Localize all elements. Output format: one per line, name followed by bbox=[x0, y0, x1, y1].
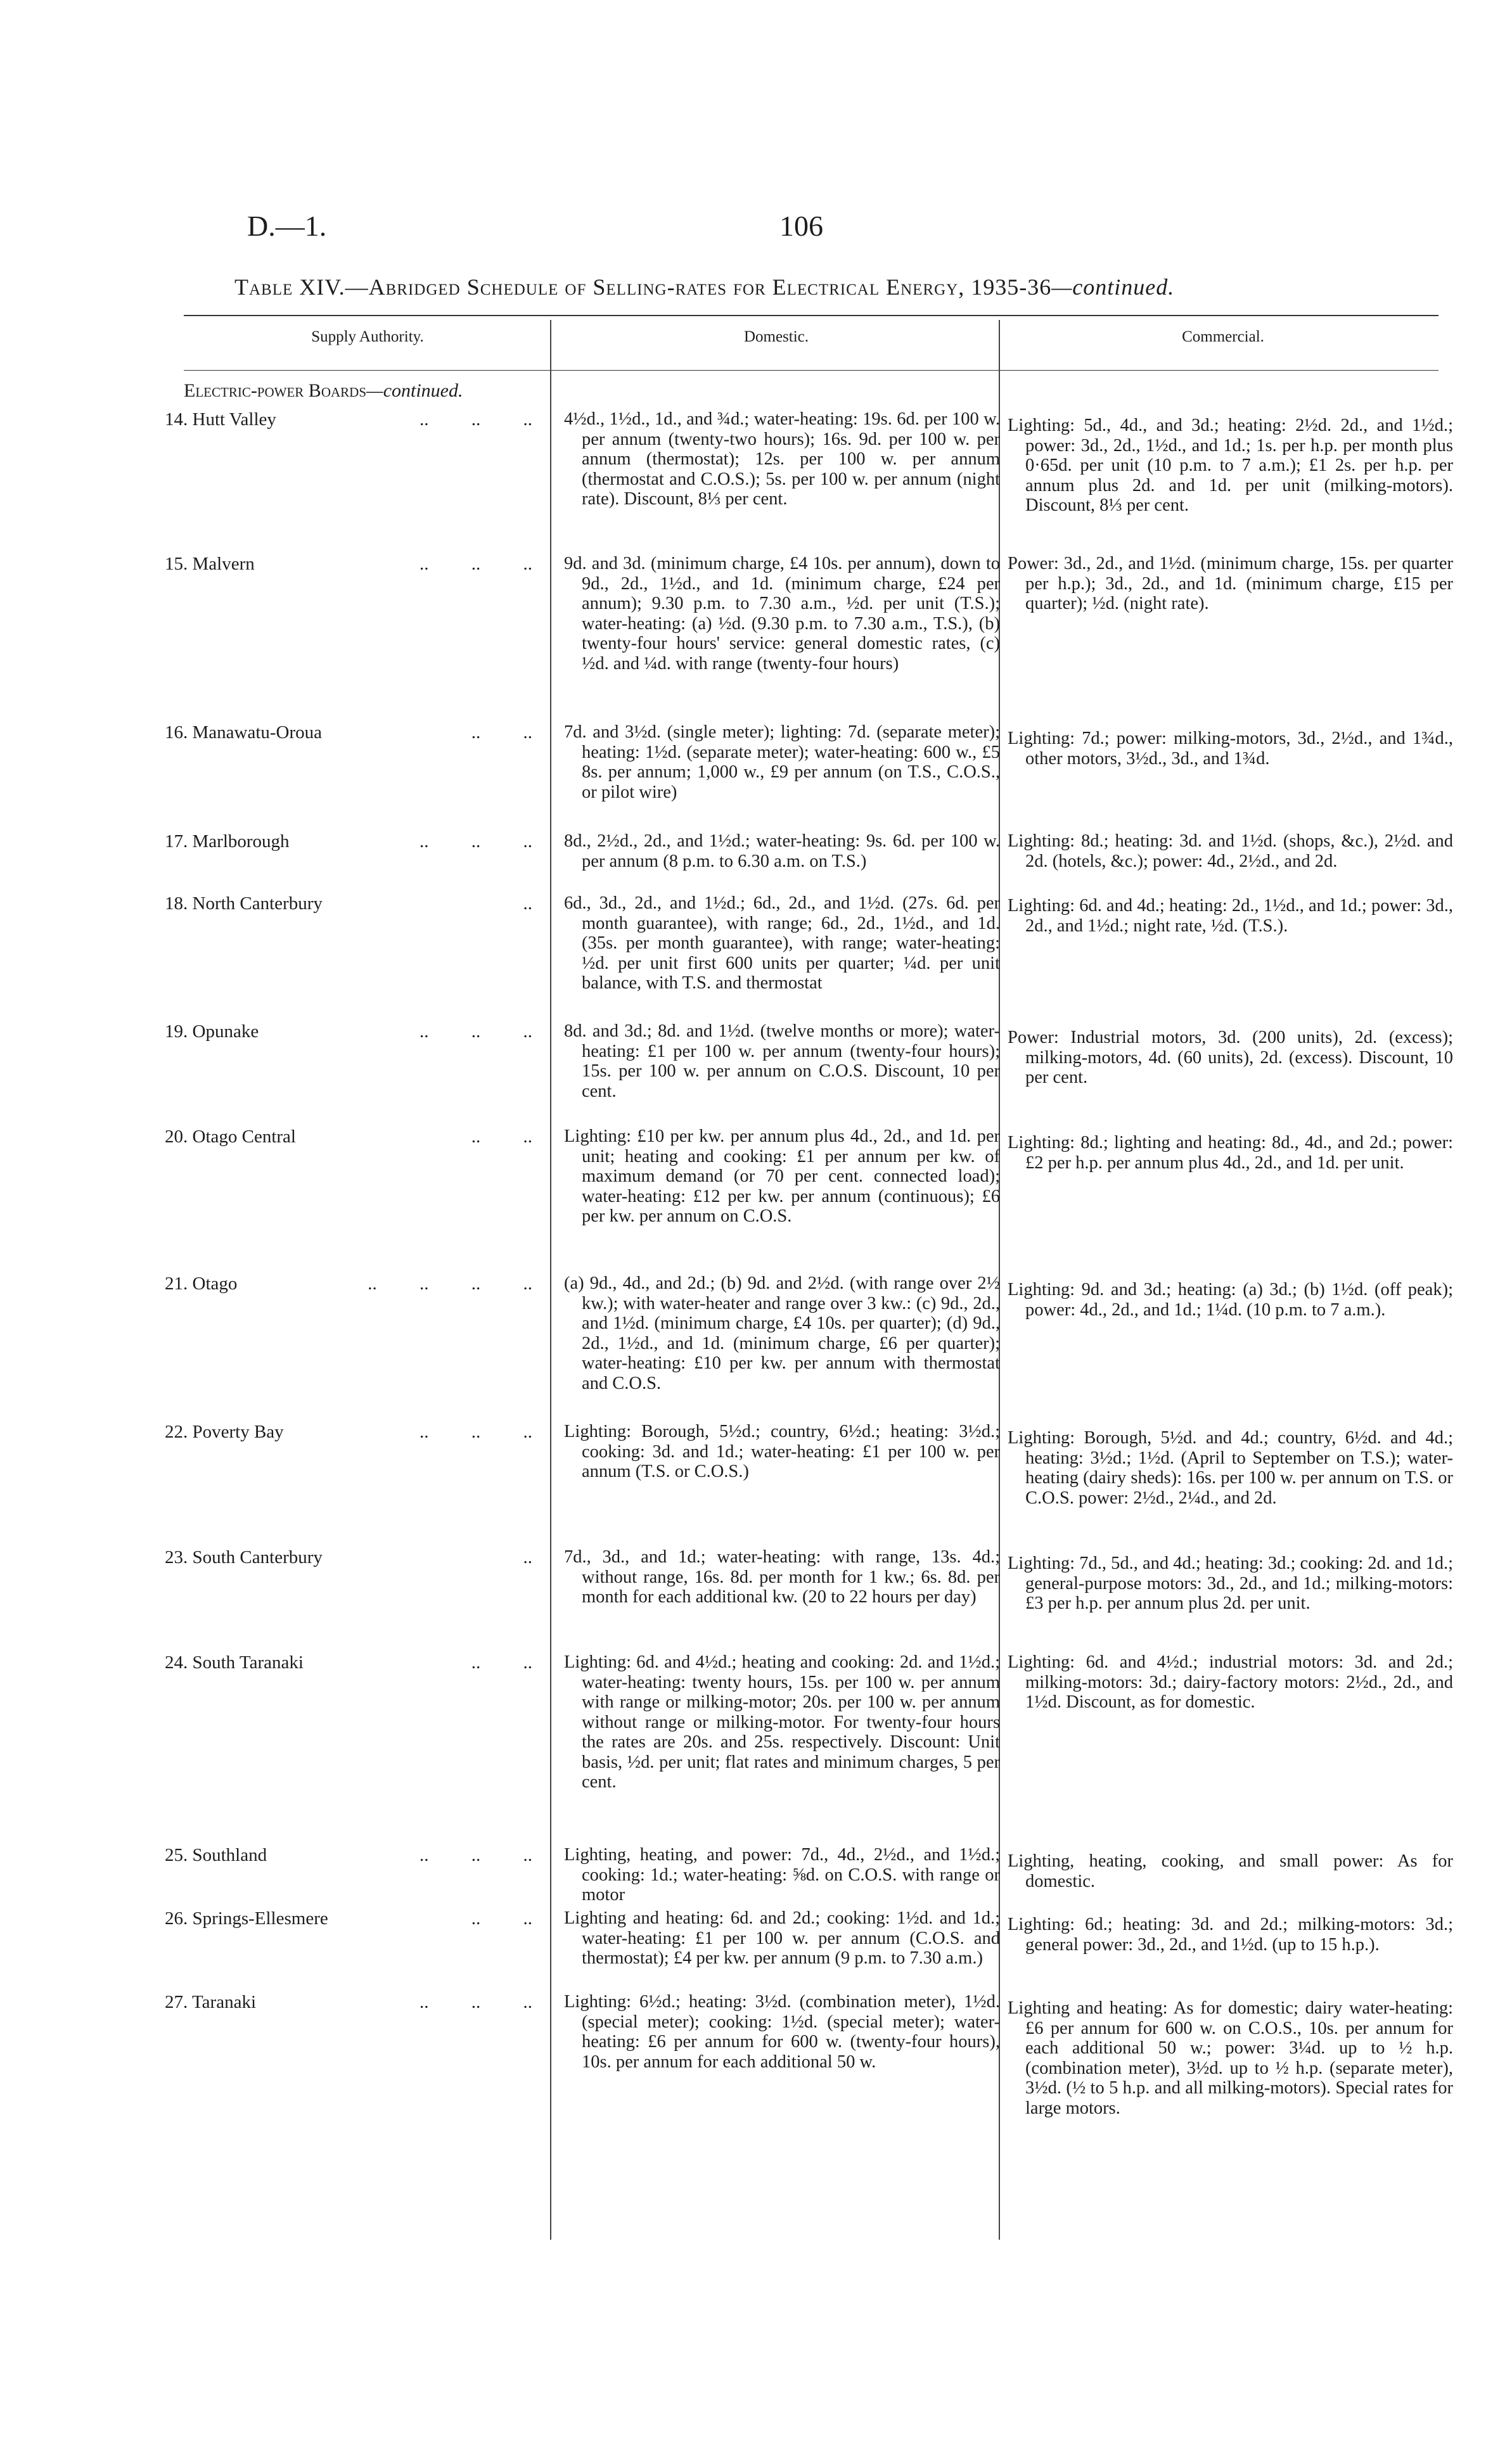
dot-leader: .. bbox=[523, 893, 532, 914]
supply-authority-name: 27. Taranaki bbox=[165, 1992, 261, 2012]
domestic-rate-cell: 7d., 3d., and 1d.; water-heating: with range, 13s. 4d.; without range, 16s. 8d. per month for 1 kw.; 6s. 8d. per month for each additional kw. (20 to 22 hours per day) bbox=[564, 1547, 1000, 1607]
dot-leader: .. .. bbox=[471, 1908, 532, 1929]
commercial-rate-cell: Power: 3d., 2d., and 1½d. (minimum charge, 15s. per quarter per h.p.); 3d., 2d., and 1d. (minimum charge, £15 per quarter); ½d. (night rate). bbox=[1008, 554, 1453, 613]
supply-authority-cell bbox=[165, 409, 532, 430]
supply-authority-name: 23. South Canterbury bbox=[165, 1547, 328, 1567]
supply-authority-name: 22. Poverty Bay bbox=[165, 1422, 289, 1442]
commercial-rate-cell: Lighting: 5d., 4d., and 3d.; heating: 2½d. 2d., and 1½d.; power: 3d., 2d., 1½d., and 1d.; 1s. per h.p. per month plus 0·65d. per unit (10 p.m. to 7 a.m.); £1 2s. per h.p. per annum plus 2d. and 1d. per unit (milking-motors). Discount, 8⅓ per cent. bbox=[1008, 416, 1453, 515]
table-title-prefix: Table XIV.— bbox=[234, 274, 369, 300]
supply-authority-cell bbox=[165, 893, 532, 914]
supply-authority-cell bbox=[165, 722, 532, 743]
dot-leader: .. .. .. .. bbox=[368, 1273, 532, 1294]
table-title bbox=[234, 274, 1375, 300]
dot-leader: .. .. .. bbox=[420, 409, 532, 430]
dot-leader: .. .. .. bbox=[420, 831, 532, 852]
domestic-rate-cell: 8d., 2½d., 2d., and 1½d.; water-heating: 9s. 6d. per 100 w. per annum (8 p.m. to 6.30 a.m. on T.S.) bbox=[564, 831, 1000, 871]
supply-authority-name: 15. Malvern bbox=[165, 554, 260, 574]
dot-leader: .. bbox=[523, 1547, 532, 1567]
dot-leader: .. .. bbox=[471, 1127, 532, 1147]
commercial-rate-cell: Lighting: 8d.; heating: 3d. and 1½d. (shops, &c.), 2½d. and 2d. (hotels, &c.); power: 4d., 2½d., and 2d. bbox=[1008, 831, 1453, 871]
domestic-rate-cell: Lighting: 6½d.; heating: 3½d. (combination meter), 1½d. (special meter); cooking: 1½d. (special meter); water-heating: £6 per annum for 600 w. (twenty-four hours), 10s. per annum for each additional 50 w. bbox=[564, 1992, 1000, 2072]
section-heading bbox=[184, 380, 463, 402]
supply-authority-name: 25. Southland bbox=[165, 1845, 272, 1865]
supply-authority-cell bbox=[165, 1127, 532, 1147]
dot-leader: .. .. .. bbox=[420, 1422, 532, 1442]
commercial-rate-cell: Power: Industrial motors, 3d. (200 units), 2d. (excess); milking-motors, 4d. (60 units), 2d. (excess). Discount, 10 per cent. bbox=[1008, 1028, 1453, 1087]
supply-authority-cell bbox=[165, 1547, 532, 1567]
domestic-rate-cell: 4½d., 1½d., 1d., and ¾d.; water-heating: 19s. 6d. per 100 w. per annum (twenty-two hours); 16s. 9d. per 100 w. per annum (thermostat); 12s. per 100 w. per annum (thermostat and C.O.S.); 5s. per 100 w. per annum (night rate). Discount, 8⅓ per cent. bbox=[564, 409, 1000, 509]
domestic-rate-cell: Lighting: £10 per kw. per annum plus 4d., 2d., and 1d. per unit; heating and cooking: £1 per annum per kw. of maximum demand (or 70 per cent. connected load); water-heating: £12 per kw. per annum (continuous); £6 per kw. per annum on C.O.S. bbox=[564, 1127, 1000, 1226]
domestic-rate-cell: 8d. and 3d.; 8d. and 1½d. (twelve months or more); water-heating: £1 per 100 w. per annum (twenty-four hours); 15s. per 100 w. per annum on C.O.S. Discount, 10 per cent. bbox=[564, 1021, 1000, 1101]
table-header-rule bbox=[184, 370, 1439, 371]
domestic-rate-cell: 9d. and 3d. (minimum charge, £4 10s. per annum), down to 9d., 2d., 1½d., and 1d. (minimum charge, £24 per annum); 9.30 p.m. to 7.30 a.m., ½d. per unit (T.S.); water-heating: (a) ½d. (9.30 p.m. to 7.30 a.m., T.S.), (b) twenty-four hours' service: general domestic rates, (c) ½d. and ¼d. with range (twenty-four hours) bbox=[564, 554, 1000, 673]
dot-leader: .. .. bbox=[471, 722, 532, 743]
dot-leader: .. .. .. bbox=[420, 1992, 532, 2012]
document-code: D.—1. bbox=[247, 210, 327, 242]
domestic-rate-cell: (a) 9d., 4d., and 2d.; (b) 9d. and 2½d. (with range over 2½ kw.); with water-heater and range over 3 kw.: (c) 9d., 2d., and 1½d. (minimum charge, £4 10s. per quarter); (d) 9d., 2d., 1½d., and 1d. (minimum charge, £6 per quarter); water-heating: £10 per kw. per annum with thermostat and C.O.S. bbox=[564, 1273, 1000, 1393]
supply-authority-cell bbox=[165, 1021, 532, 1042]
commercial-rate-cell: Lighting: 8d.; lighting and heating: 8d., 4d., and 2d.; power: £2 per h.p. per annum plus 4d., 2d., and 1d. per unit. bbox=[1008, 1133, 1453, 1173]
supply-authority-cell bbox=[165, 1845, 532, 1865]
supply-authority-cell bbox=[165, 1652, 532, 1673]
page-number: 106 bbox=[779, 210, 823, 242]
supply-authority-name: 14. Hutt Valley bbox=[165, 409, 281, 430]
supply-authority-name: 24. South Taranaki bbox=[165, 1652, 309, 1673]
supply-authority-cell bbox=[165, 554, 532, 574]
supply-authority-cell bbox=[165, 1273, 532, 1294]
dot-leader: .. .. .. bbox=[420, 1021, 532, 1042]
dot-leader: .. .. bbox=[471, 1652, 532, 1673]
supply-authority-cell bbox=[165, 1422, 532, 1442]
supply-authority-name: 18. North Canterbury bbox=[165, 893, 328, 914]
commercial-rate-cell: Lighting: 6d.; heating: 3d. and 2d.; milking-motors: 3d.; general power: 3d., 2d., and 1½d. (up to 15 h.p.). bbox=[1008, 1915, 1453, 1955]
column-separator-1 bbox=[550, 320, 551, 2240]
supply-authority-cell bbox=[165, 1908, 532, 1929]
supply-authority-cell bbox=[165, 1992, 532, 2012]
domestic-rate-cell: Lighting: Borough, 5½d.; country, 6½d.; heating: 3½d.; cooking: 3d. and 1d.; water-heating: £1 per 100 w. per annum (T.S. or C.O.S.) bbox=[564, 1422, 1000, 1481]
supply-authority-name: 19. Opunake bbox=[165, 1021, 264, 1042]
column-header-commercial: Commercial. bbox=[1182, 328, 1264, 345]
section-suffix: —continued. bbox=[366, 380, 463, 401]
dot-leader: .. .. .. bbox=[420, 1845, 532, 1865]
commercial-rate-cell: Lighting and heating: As for domestic; dairy water-heating: £6 per annum for 600 w. on C.O.S., 10s. per annum for each additional 50 w.; power: 3¼d. up to ½ h.p. (combination meter), 3½d. up to ½ h.p. (separate meter), 3½d. (½ to 5 h.p. and all milking-motors). Special rates for large motors. bbox=[1008, 1998, 1453, 2118]
commercial-rate-cell: Lighting: Borough, 5½d. and 4d.; country, 6½d. and 4d.; heating: 3½d.; 1½d. (April to September on T.S.); water-heating (dairy sheds): 16s. per 100 w. per annum on T.S. or C.O.S. power: 2½d., 2¼d., and 2d. bbox=[1008, 1428, 1453, 1508]
column-header-domestic: Domestic. bbox=[743, 328, 809, 345]
commercial-rate-cell: Lighting: 7d., 5d., and 4d.; heating: 3d.; cooking: 2d. and 1d.; general-purpose motors: 3d., 2d., and 1d.; milking-motors: £3 per h.p. per annum plus 2d. per unit. bbox=[1008, 1554, 1453, 1613]
domestic-rate-cell: Lighting, heating, and power: 7d., 4d., 2½d., and 1½d.; cooking: 1d.; water-heating: ⅝d. on C.O.S. with range or motor bbox=[564, 1845, 1000, 1905]
supply-authority-name: 26. Springs-Ellesmere bbox=[165, 1908, 333, 1929]
supply-authority-cell bbox=[165, 831, 532, 852]
commercial-rate-cell: Lighting: 9d. and 3d.; heating: (a) 3d.; (b) 1½d. (off peak); power: 4d., 2d., and 1d.; 1¼d. (10 p.m. to 7 a.m.). bbox=[1008, 1280, 1453, 1320]
supply-authority-name: 20. Otago Central bbox=[165, 1127, 301, 1147]
domestic-rate-cell: Lighting: 6d. and 4½d.; heating and cooking: 2d. and 1½d.; water-heating: twenty hours, 15s. per 100 w. per annum with range or milking-motor; 20s. per 100 w. per annum without range or milking-motor. For twenty-four hours the rates are 20s. and 25s. respectively. Discount: Unit basis, ½d. per unit; flat rates and minimum charges, 5 per cent. bbox=[564, 1652, 1000, 1792]
domestic-rate-cell: 7d. and 3½d. (single meter); lighting: 7d. (separate meter); heating: 1½d. (separate meter); water-heating: 600 w., £5 8s. per annum; 1,000 w., £9 per annum (on T.S., C.O.S., or pilot wire) bbox=[564, 722, 1000, 802]
commercial-rate-cell: Lighting, heating, cooking, and small power: As for domestic. bbox=[1008, 1851, 1453, 1891]
table-title-suffix: —continued. bbox=[1051, 274, 1175, 300]
dot-leader: .. .. .. bbox=[420, 554, 532, 574]
commercial-rate-cell: Lighting: 6d. and 4d.; heating: 2d., 1½d., and 1d.; power: 3d., 2d., and 1½d.; night rate, ½d. (T.S.). bbox=[1008, 896, 1453, 936]
section-label: Electric-power Boards bbox=[184, 380, 367, 401]
domestic-rate-cell: 6d., 3d., 2d., and 1½d.; 6d., 2d., and 1½d. (27s. 6d. per month guarantee), with range; 6d., 2d., 1½d., and 1d. (35s. per month guarantee), with range; water-heating: ½d. per unit first 600 units per quarter; ¼d. per unit balance, with T.S. and thermostat bbox=[564, 893, 1000, 993]
table-top-rule bbox=[184, 315, 1439, 316]
domestic-rate-cell: Lighting and heating: 6d. and 2d.; cooking: 1½d. and 1d.; water-heating: £1 per 100 w. per annum (C.O.S. and thermostat); £4 per kw. per annum (9 p.m. to 7.30 a.m.) bbox=[564, 1908, 1000, 1968]
commercial-rate-cell: Lighting: 6d. and 4½d.; industrial motors: 3d. and 2d.; milking-motors: 3d.; dairy-factory motors: 2½d., 2d., and 1½d. Discount, as for domestic. bbox=[1008, 1652, 1453, 1712]
commercial-rate-cell: Lighting: 7d.; power: milking-motors, 3d., 2½d., and 1¾d., other motors, 3½d., 3d., and 1¾d. bbox=[1008, 729, 1453, 769]
supply-authority-name: 21. Otago bbox=[165, 1273, 242, 1294]
supply-authority-name: 17. Marlborough bbox=[165, 831, 295, 852]
column-header-supply-authority: Supply Authority. bbox=[311, 328, 424, 345]
table-title-main: Abridged Schedule of Selling-rates for Electrical Energy, 1935-36 bbox=[368, 274, 1052, 300]
supply-authority-name: 16. Manawatu-Oroua bbox=[165, 722, 327, 743]
